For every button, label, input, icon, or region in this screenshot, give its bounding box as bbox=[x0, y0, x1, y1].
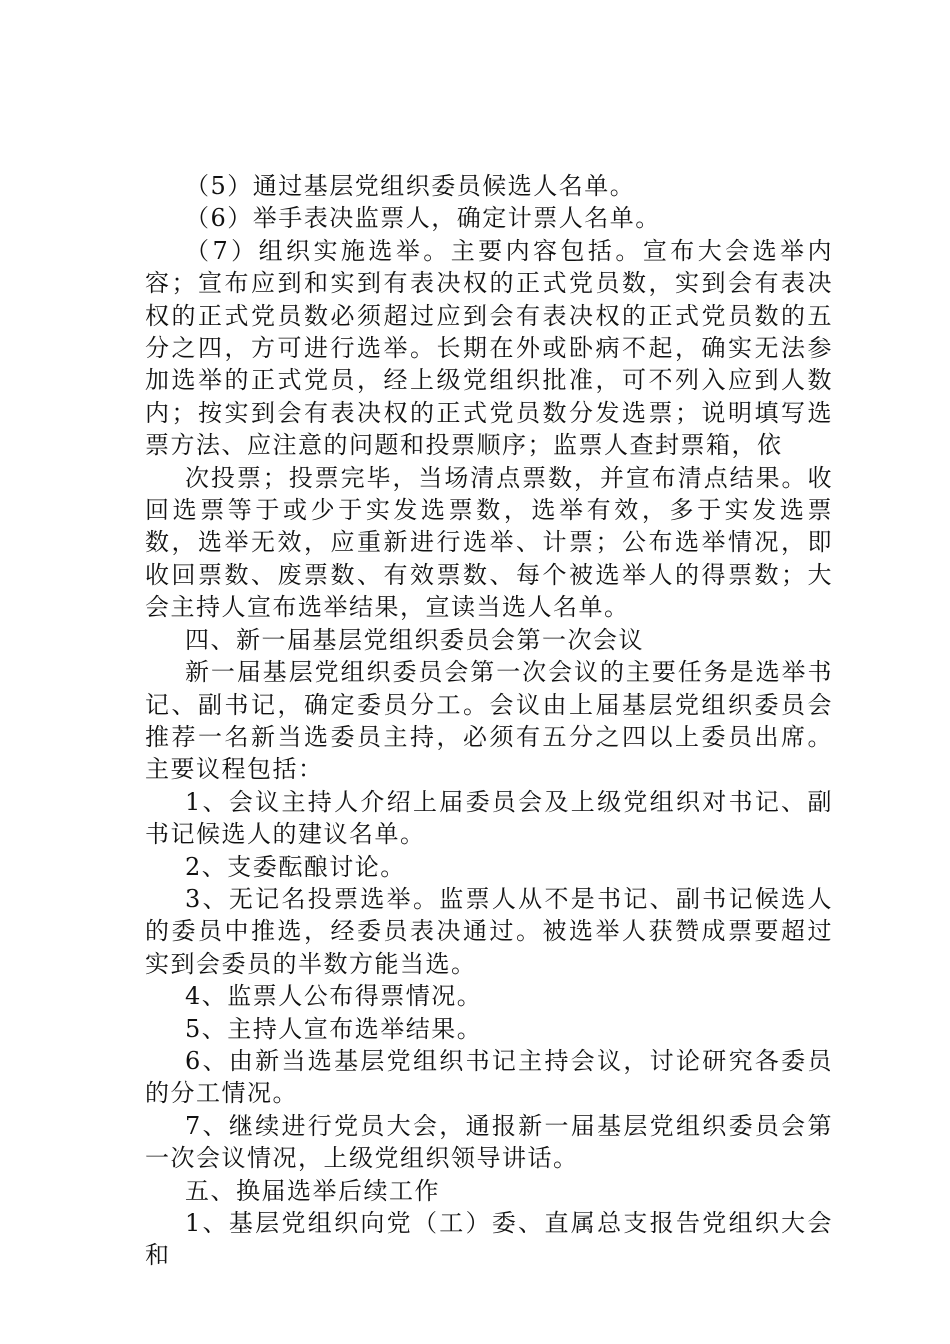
agenda-item-4: 4、监票人公布得票情况。 bbox=[185, 982, 483, 1011]
agenda-item-5: 5、主持人宣布选举结果。 bbox=[185, 1014, 483, 1043]
followup-item-1: 1、基层党组织向党（工）委、直属总支报告党组织大会和 bbox=[145, 1209, 833, 1270]
paragraph-first-meeting: 新一届基层党组织委员会第一次会议的主要任务是选举书记、副书记，确定委员分工。会议由上届基层党组织委员会推荐一名新当选委员主持，必须有五分之四以上委员出席。主要议程包括： bbox=[145, 658, 833, 784]
paragraph-item-7: （7）组织实施选举。主要内容包括。宣布大会选举内容；宣布应到和实到有表决权的正式党员数，实到会有表决权的正式党员数必须超过应到会有表决权的正式党员数的五分之四，方可进行选举。长期在外或卧病不起，确实无法参加选举的正式党员，经上级党组织批准，可不列入应到人数内；按实到会有表决权的正式党员数分发选票；说明填写选票方法、应注意的问题和投票顺序；监票人查封票箱，依 bbox=[145, 236, 833, 460]
agenda-item-7: 7、继续进行党员大会，通报新一届基层党组织委员会第一次会议情况，上级党组织领导讲话。 bbox=[145, 1111, 833, 1173]
agenda-item-2: 2、支委酝酿讨论。 bbox=[185, 852, 406, 881]
paragraph-voting-continued: 次投票；投票完毕，当场清点票数，并宣布清点结果。收回选票等于或少于实发选票数，选举有效，多于实发选票数，选举无效，应重新进行选举、计票；公布选举情况，即收回票数、废票数、有效票数、每个被选举人的得票数；大会主持人宣布选举结果，宣读当选人名单。 bbox=[145, 463, 833, 622]
agenda-item-1: 1、会议主持人介绍上届委员会及上级党组织对书记、副书记候选人的建议名单。 bbox=[145, 787, 833, 849]
agenda-item-3: 3、无记名投票选举。监票人从不是书记、副书记候选人的委员中推选，经委员表决通过。被选举人获赞成票要超过实到会委员的半数方能当选。 bbox=[145, 884, 833, 978]
paragraph-item-6: （6）举手表决监票人，确定计票人名单。 bbox=[185, 204, 661, 233]
paragraph-item-5: （5）通过基层党组织委员候选人名单。 bbox=[185, 172, 636, 200]
document-body bbox=[145, 170, 833, 1272]
section-heading-4: 四、新一届基层党组织委员会第一次会议 bbox=[185, 625, 644, 654]
section-heading-5: 五、换届选举后续工作 bbox=[185, 1176, 440, 1205]
agenda-item-6: 6、由新当选基层党组织书记主持会议，讨论研究各委员的分工情况。 bbox=[145, 1046, 833, 1108]
